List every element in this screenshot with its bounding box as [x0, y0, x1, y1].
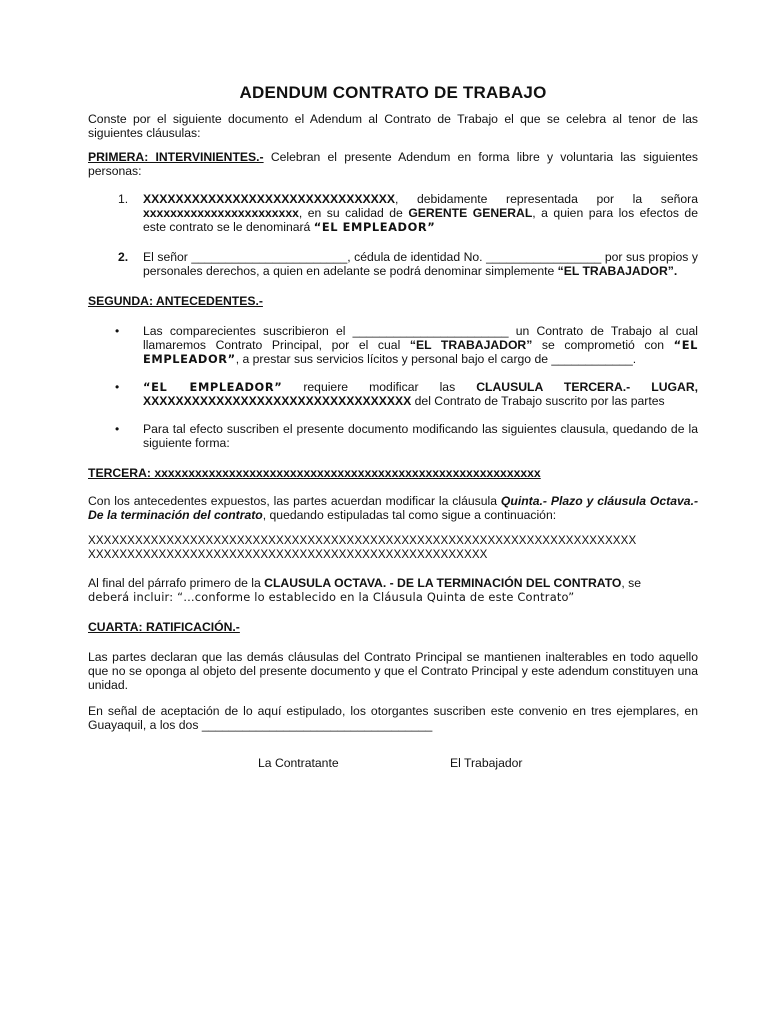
- list-item-1: [88, 192, 698, 234]
- employer-alias: “EL EMPLEADOR”: [313, 220, 436, 234]
- primera-paragraph: [88, 150, 698, 178]
- representative-name: xxxxxxxxxxxxxxxxxxxxxxx: [143, 206, 299, 220]
- item1-text: , debidamente representada por la señora: [395, 192, 698, 206]
- list-marker: 2.: [118, 250, 129, 264]
- clause-reference: Quinta.- Plazo y cláusula Octava.- De la terminación del contrato: [88, 494, 699, 522]
- list-item-2: [88, 250, 698, 278]
- intro-paragraph: Conste por el siguiente documento el Adendum al Contrato de Trabajo el que se celebra al tenor de las siguientes cláusulas:: [88, 112, 698, 140]
- bullet1-text: Las comparecientes suscribieron el _______________________ un Contrato de Trabajo al cual llamaremos Contrato Principal, por el cual: [143, 324, 698, 352]
- clause-reference: CLAUSULA TERCERA.- LUGAR, XXXXXXXXXXXXXXXXXXXXXXXXXXXXXXXXX: [143, 380, 699, 408]
- item1-text: , a quien para los efectos de este contrato se le denominará: [143, 206, 698, 234]
- cuarta-heading: CUARTA: RATIFICACIÓN.-: [88, 620, 240, 634]
- bullet2-text: del Contrato de Trabajo suscrito por las partes: [411, 394, 665, 408]
- page-title: ADENDUM CONTRATO DE TRABAJO: [239, 83, 547, 102]
- worker-alias: “EL TRABAJADOR”: [409, 338, 533, 352]
- employer-name: XXXXXXXXXXXXXXXXXXXXXXXXXXXXXXX: [143, 192, 395, 206]
- tercera-text: Con los antecedentes expuestos, las partes acuerdan modificar la cláusula: [88, 494, 501, 508]
- employer-alias: “EL EMPLEADOR”: [143, 380, 283, 394]
- document-page: [88, 83, 699, 772]
- octava-quote: deberá incluir: “…conforme lo establecido en la Cláusula Quinta de este Contrato”: [88, 590, 575, 604]
- tercera-text: , quedando estipuladas tal como sigue a continuación:: [262, 508, 557, 522]
- item2-text: El señor _______________________, cédula de identidad No. _________________ por sus propios y personales derechos, a quien en adelante se podrá denominar simplemente: [143, 250, 698, 278]
- bullet2-text: requiere modificar las: [282, 380, 477, 394]
- primera-heading: PRIMERA: INTERVINIENTES.-: [88, 150, 264, 164]
- placeholder-line: XXXXXXXXXXXXXXXXXXXXXXXXXXXXXXXXXXXXXXXXXXXXXXXXXXXXXXXXXXXXXXXXXXXXXX: [88, 534, 637, 547]
- octava-paragraph: [88, 576, 698, 604]
- octava-text: , se: [621, 576, 642, 590]
- position-title: GERENTE GENERAL: [408, 206, 533, 220]
- bullet-item-1: [88, 324, 698, 366]
- bullet3-text: Para tal efecto suscriben el presente documento modificando las siguientes clausula, quedando de la siguiente forma:: [143, 422, 698, 450]
- signature-label-trabajador: El Trabajador: [450, 756, 523, 770]
- primera-text: Celebran el presente Adendum en forma libre y voluntaria las siguientes personas:: [88, 150, 698, 178]
- signature-block: [88, 756, 698, 772]
- tercera-heading: TERCERA: xxxxxxxxxxxxxxxxxxxxxxxxxxxxxxxxxxxxxxxxxxxxxxxxxxxxxxxxx: [88, 466, 541, 480]
- list-marker: 1.: [118, 192, 129, 206]
- cuarta-paragraph: Las partes declaran que las demás cláusulas del Contrato Principal se mantienen inalterables en todo aquello que no se oponga al objeto del presente documento y que el Contrato Principal y este adendum constituyen una unidad.: [88, 650, 698, 692]
- item1-text: , en su calidad de: [298, 206, 409, 220]
- bullet-icon: •: [115, 422, 120, 436]
- bullet1-text: se comprometió con: [532, 338, 674, 352]
- worker-alias: “EL TRABAJADOR”.: [557, 264, 678, 278]
- bullet-item-3: [88, 422, 698, 450]
- employer-alias: “EL EMPLEADOR”: [143, 338, 698, 366]
- acceptance-paragraph: En señal de aceptación de lo aquí estipulado, los otorgantes suscriben este convenio en tres ejemplares, en Guayaquil, a los dos __________________________________: [88, 704, 698, 732]
- bullet-icon: •: [115, 324, 120, 338]
- bullet1-text: , a prestar sus servicios lícitos y personal bajo el cargo de ____________.: [235, 352, 637, 366]
- clause-reference: CLAUSULA OCTAVA. - DE LA TERMINACIÓN DEL CONTRATO: [264, 576, 622, 590]
- bullet-item-2: [88, 380, 698, 408]
- segunda-heading: SEGUNDA: ANTECEDENTES.-: [88, 294, 263, 308]
- tercera-paragraph: [88, 494, 698, 522]
- octava-text: Al final del párrafo primero de la: [88, 576, 265, 590]
- signature-label-contratante: La Contratante: [258, 756, 339, 770]
- placeholder-line: XXXXXXXXXXXXXXXXXXXXXXXXXXXXXXXXXXXXXXXXXXXXXXXXXXX: [88, 548, 488, 561]
- bullet-icon: •: [115, 380, 120, 394]
